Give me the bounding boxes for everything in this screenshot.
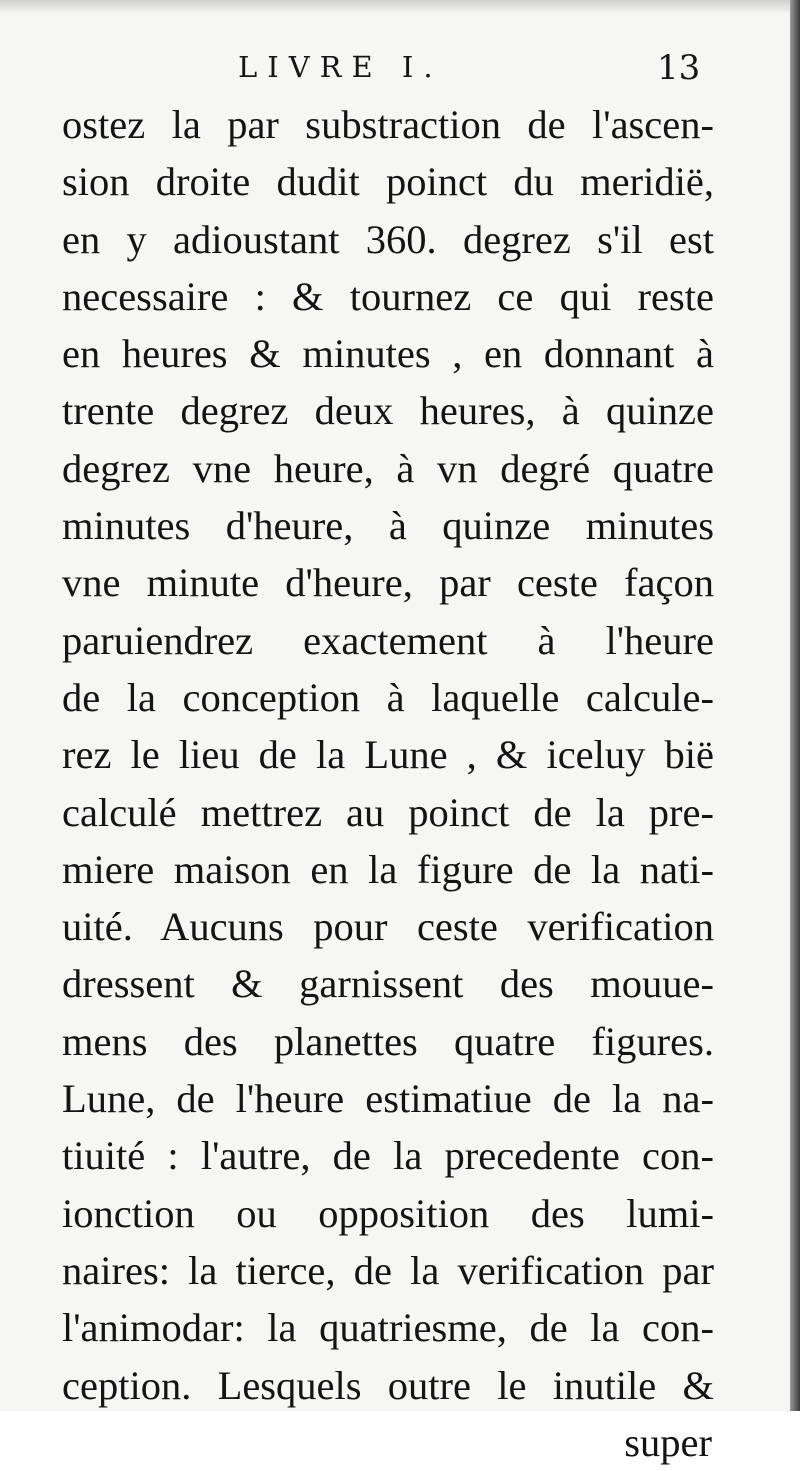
text-line: trente degrez deux heures, à quinze	[62, 388, 714, 434]
text-line: uité. Aucuns pour ceste verification	[62, 904, 714, 950]
text-line: calculé mettrez au poinct de la pre-	[62, 789, 714, 835]
text-line: naires: la tierce, de la verification par	[62, 1247, 714, 1293]
text-line: vne minute d'heure, par ceste façon	[62, 560, 714, 606]
text-line: mens des planettes quatre figures.	[62, 1018, 714, 1064]
running-head-title: LIVRE I.	[238, 50, 443, 84]
text-line: Lune, de l'heure estimatiue de la na-	[62, 1076, 714, 1122]
text-line: l'animodar: la quatriesme, de la con-	[62, 1305, 714, 1351]
text-line: en y adioustant 360. degrez s'il est	[62, 216, 714, 262]
catchword: super	[624, 1419, 712, 1465]
text-line: degrez vne heure, à vn degré quatre	[62, 445, 714, 491]
scan-right-edge	[790, 0, 800, 1411]
text-line: tiuité : l'autre, de la precedente con-	[62, 1133, 714, 1179]
text-line: minutes d'heure, à quinze minutes	[62, 503, 714, 549]
text-line: de la conception à laquelle calcule-	[62, 674, 714, 720]
text-line: necessaire : & tournez ce qui reste	[62, 273, 714, 319]
running-head	[0, 50, 800, 90]
text-line: ception. Lesquels outre le inutile &	[62, 1362, 714, 1408]
text-line: paruiendrez exactement à l'heure	[62, 617, 714, 663]
text-line: rez le lieu de la Lune , & iceluy bië	[62, 732, 714, 778]
text-line: ostez la par substraction de l'ascen-	[62, 102, 714, 147]
text-line: en heures & minutes , en donnant à	[62, 331, 714, 377]
page-number: 13	[657, 48, 701, 88]
scan-top-edge	[0, 0, 800, 14]
body-text	[62, 96, 714, 1471]
text-line: ionction ou opposition des lumi-	[62, 1190, 714, 1236]
text-line: sion droite dudit poinct du meridië,	[62, 159, 714, 205]
text-line: dressent & garnissent des mouue-	[62, 961, 714, 1007]
text-line: miere maison en la figure de la nati-	[62, 846, 714, 892]
